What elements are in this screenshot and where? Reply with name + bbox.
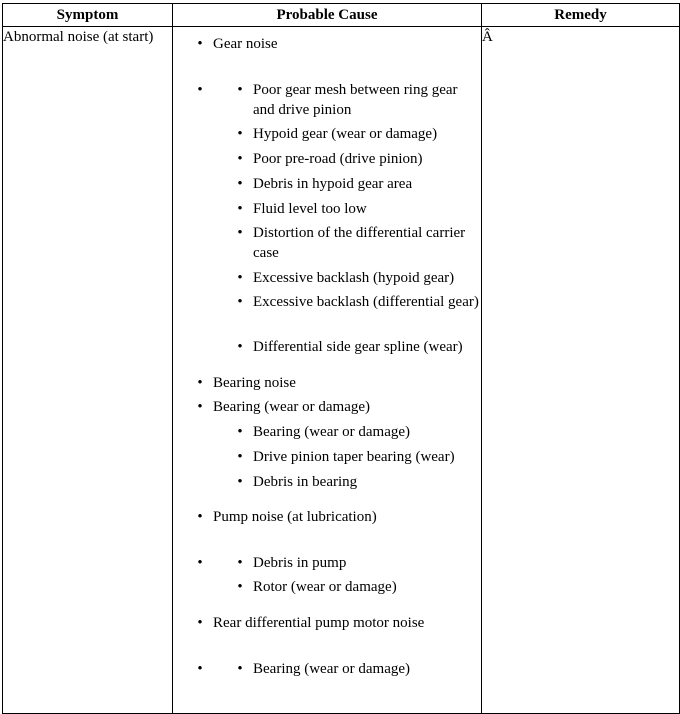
- bullet-icon: •: [197, 36, 203, 52]
- cause-gear-noise: Gear noise: [213, 36, 278, 52]
- bullet-icon: •: [237, 294, 243, 310]
- sub-cause: Excessive backlash (hypoid gear): [253, 270, 455, 286]
- bullet-icon: •: [237, 474, 243, 490]
- bullet-icon: •: [237, 449, 243, 465]
- sub-cause: Rotor (wear or damage): [253, 579, 397, 595]
- bullet-icon: •: [197, 82, 203, 98]
- bullet-icon: •: [237, 126, 243, 142]
- sub-cause: Debris in bearing: [253, 474, 358, 490]
- probable-cause-cell: [173, 27, 482, 714]
- cause-bearing-wear: Bearing (wear or damage): [213, 399, 371, 415]
- bullet-icon: •: [237, 176, 243, 192]
- header-symptom: Symptom: [3, 4, 173, 27]
- symptom-cell: Abnormal noise (at start): [3, 27, 173, 714]
- bullet-icon: •: [237, 339, 243, 355]
- cause-pump-noise: Pump noise (at lubrication): [213, 509, 377, 525]
- troubleshooting-table: [2, 3, 680, 714]
- bullet-icon: •: [197, 399, 203, 415]
- sub-cause: Fluid level too low: [253, 201, 367, 217]
- bullet-icon: •: [237, 225, 243, 241]
- sub-cause: Distortion of the differential carrier case: [253, 225, 466, 261]
- sub-cause: Poor pre-road (drive pinion): [253, 151, 423, 167]
- bullet-icon: •: [237, 82, 243, 98]
- bullet-icon: •: [237, 201, 243, 217]
- bullet-icon: •: [237, 151, 243, 167]
- bullet-icon: •: [237, 661, 243, 677]
- bullet-icon: •: [197, 661, 203, 677]
- sub-cause: Hypoid gear (wear or damage): [253, 126, 438, 142]
- bullet-icon: •: [197, 615, 203, 631]
- sub-cause: Excessive backlash (differential gear): [253, 294, 479, 310]
- remedy-cell: Â: [482, 27, 680, 714]
- sub-cause: Differential side gear spline (wear): [253, 339, 463, 355]
- header-probable-cause: Probable Cause: [173, 4, 482, 27]
- table-row: [3, 27, 680, 714]
- sub-cause: Debris in pump: [253, 555, 347, 571]
- bullet-icon: •: [197, 509, 203, 525]
- sub-cause: Debris in hypoid gear area: [253, 176, 413, 192]
- bullet-icon: •: [237, 555, 243, 571]
- header-remedy: Remedy: [482, 4, 680, 27]
- bullet-icon: •: [237, 424, 243, 440]
- cause-bearing-noise: Bearing noise: [213, 375, 296, 391]
- bullet-icon: •: [197, 555, 203, 571]
- cause-motor-noise: Rear differential pump motor noise: [213, 615, 425, 631]
- sub-cause: Bearing (wear or damage): [253, 424, 411, 440]
- bullet-icon: •: [197, 375, 203, 391]
- bullet-icon: •: [237, 270, 243, 286]
- header-row: [3, 4, 680, 27]
- sub-cause: Poor gear mesh between ring gear and drive pinion: [253, 82, 458, 118]
- bullet-icon: •: [237, 579, 243, 595]
- sub-cause: Bearing (wear or damage): [253, 661, 411, 677]
- sub-cause: Drive pinion taper bearing (wear): [253, 449, 455, 465]
